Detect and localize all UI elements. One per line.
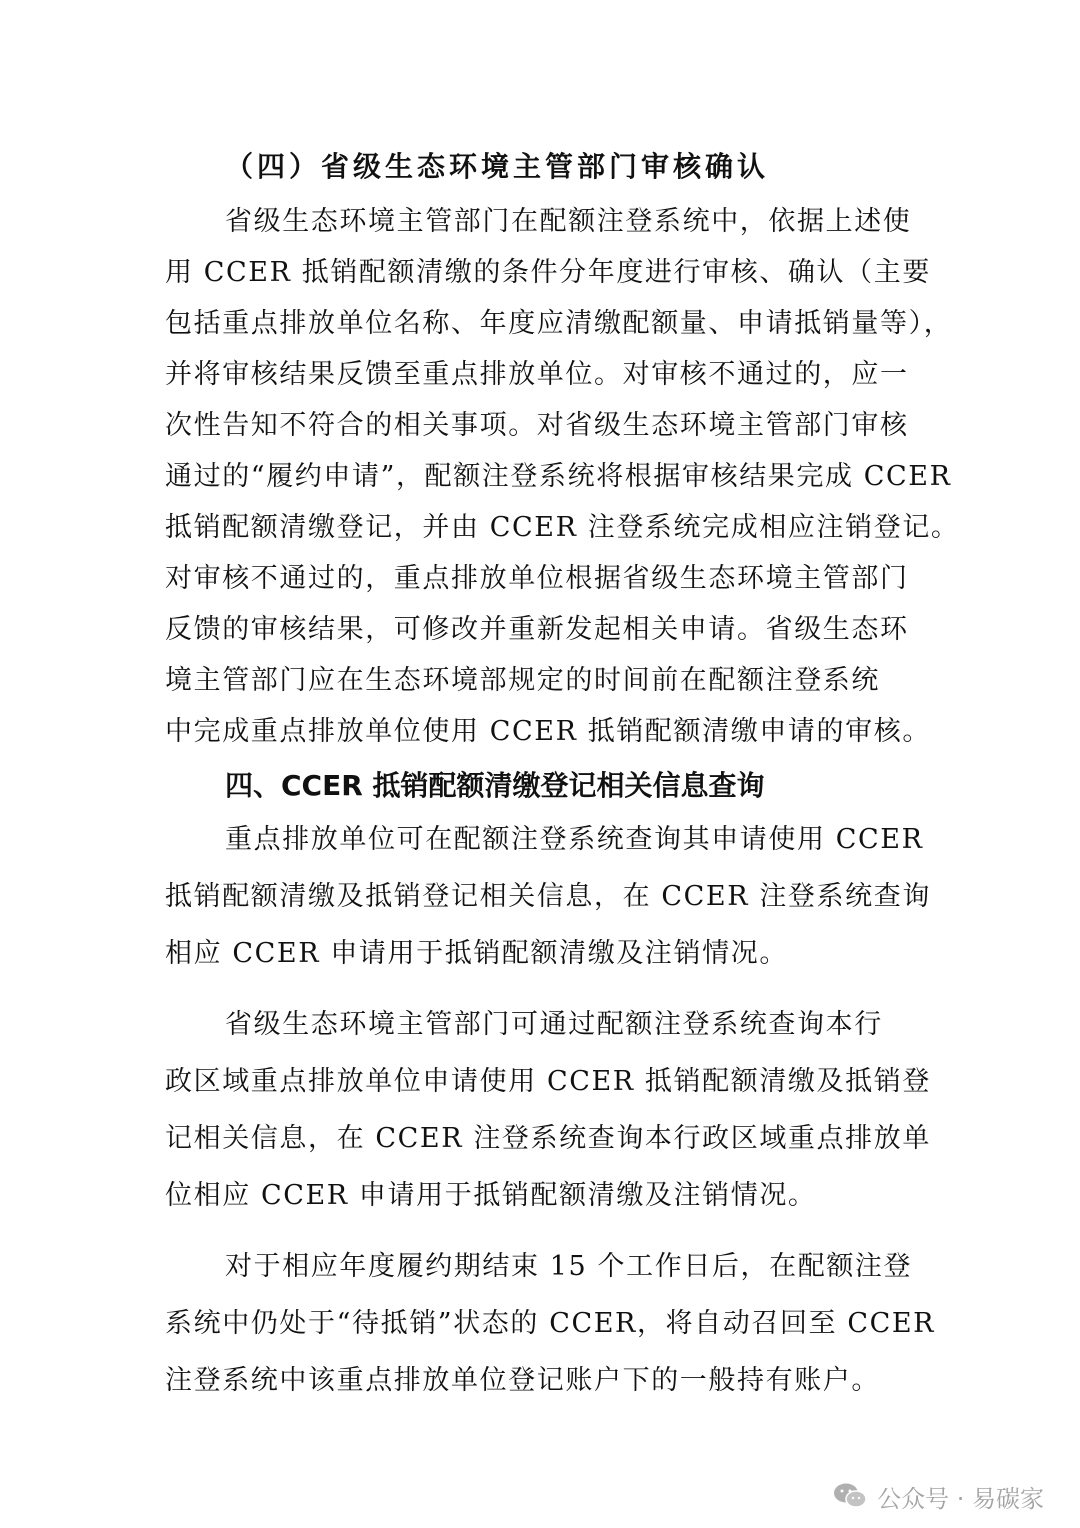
paragraph-line: 抵销配额清缴登记，并由 CCER 注登系统完成相应注销登记。 <box>165 512 960 543</box>
paragraph-line: 包括重点排放单位名称、年度应清缴配额量、申请抵销量等）， <box>165 308 953 339</box>
section-heading: 四、CCER 抵销配额清缴登记相关信息查询 <box>225 769 765 802</box>
paragraph-line: 对于相应年度履约期结束 15 个工作日后，在配额注登 <box>225 1251 913 1282</box>
paragraph-line: 次性告知不符合的相关事项。对省级生态环境主管部门审核 <box>165 410 909 441</box>
paragraph-line: 并将审核结果反馈至重点排放单位。对审核不通过的，应一 <box>165 359 909 390</box>
paragraph-line: 境主管部门应在生态环境部规定的时间前在配额注登系统 <box>165 665 880 696</box>
watermark-text: 公众号 · 易碳家 <box>877 1484 1044 1513</box>
paragraph-line: 重点排放单位可在配额注登系统查询其申请使用 CCER <box>225 824 924 855</box>
paragraph-unit-query <box>165 811 935 982</box>
paragraph-line: 通过的“履约申请”，配额注登系统将根据审核结果完成 CCER <box>165 461 952 492</box>
document-body <box>165 138 960 1409</box>
watermark <box>833 1478 1044 1514</box>
paragraph-recall <box>165 1238 935 1409</box>
wechat-icon <box>833 1482 867 1510</box>
paragraph-line: 记相关信息，在 CCER 注登系统查询本行政区域重点排放单 <box>165 1123 931 1154</box>
paragraph-line: 省级生态环境主管部门可通过配额注登系统查询本行 <box>225 1009 883 1040</box>
paragraph-line: 反馈的审核结果，可修改并重新发起相关申请。省级生态环 <box>165 614 909 645</box>
paragraph-line: 政区域重点排放单位申请使用 CCER 抵销配额清缴及抵销登 <box>165 1066 931 1097</box>
paragraph-provincial-query <box>165 996 935 1224</box>
paragraph-line: 相应 CCER 申请用于抵销配额清缴及注销情况。 <box>165 938 788 969</box>
paragraph-line: 位相应 CCER 申请用于抵销配额清缴及注销情况。 <box>165 1180 817 1211</box>
paragraph-line: 中完成重点排放单位使用 CCER 抵销配额清缴申请的审核。 <box>165 716 931 747</box>
paragraph-line: 注登系统中该重点排放单位登记账户下的一般持有账户。 <box>165 1365 880 1396</box>
paragraph-line: 省级生态环境主管部门在配额注登系统中，依据上述使 <box>225 206 912 237</box>
paragraph-line: 用 CCER 抵销配额清缴的条件分年度进行审核、确认（主要 <box>165 257 931 288</box>
paragraph-line: 对审核不通过的，重点排放单位根据省级生态环境主管部门 <box>165 563 909 594</box>
paragraph-line: 系统中仍处于“待抵销”状态的 CCER，将自动召回至 CCER <box>165 1308 936 1339</box>
paragraph-review-confirmation <box>165 196 960 757</box>
paragraph-line: 抵销配额清缴及抵销登记相关信息，在 CCER 注登系统查询 <box>165 881 931 912</box>
subsection-heading: （四）省级生态环境主管部门审核确认 <box>225 150 770 183</box>
